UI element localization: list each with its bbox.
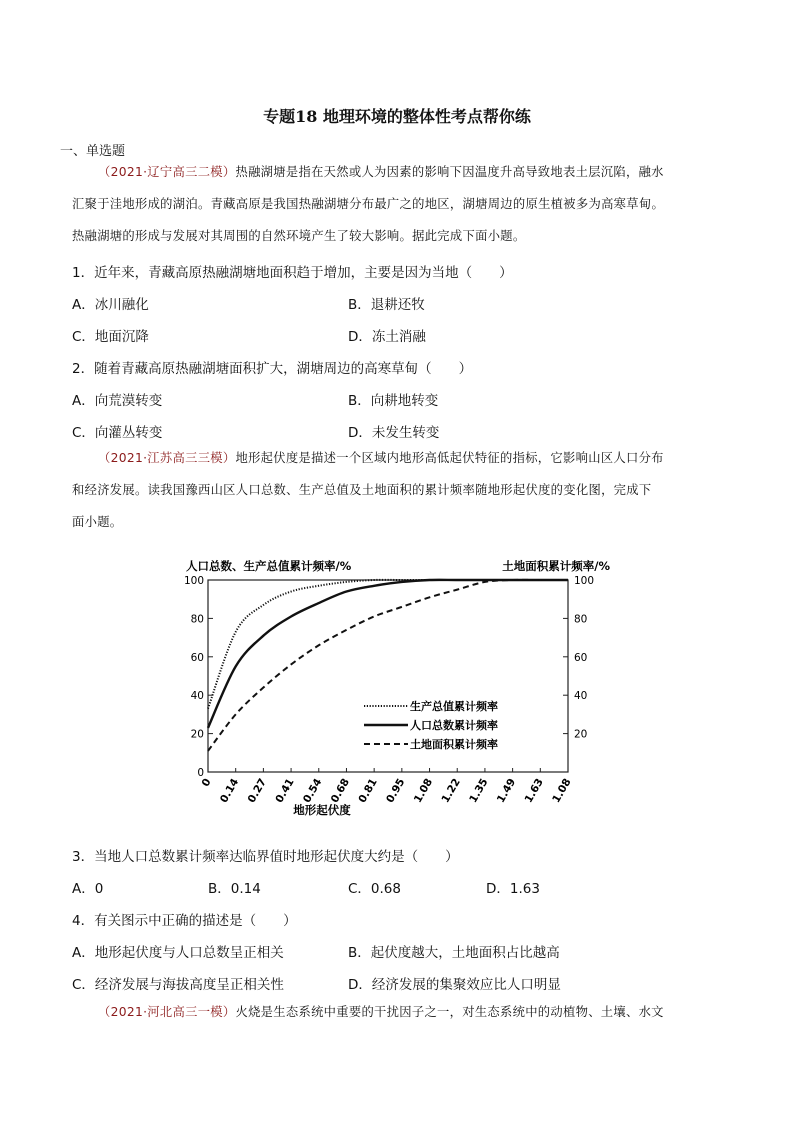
question-4-stem: 4．有关图示中正确的描述是（ ） [72,913,297,929]
y-right-tick-label: 100 [574,575,595,587]
left-axis-title: 人口总数、生产总值累计频率/% [186,559,352,573]
y-left-tick-label: 20 [190,728,204,741]
passage-3-source: （2021·河北高三一模） [98,1005,236,1019]
question-3-stem: 3．当地人口总数累计频率达临界值时地形起伏度大约是（ ） [72,849,459,865]
question-1-option-b: B．退耕还牧 [348,297,425,313]
passage-1-source: （2021·辽宁高三二模） [98,165,236,179]
legend-label-2: 人口总数累计频率 [410,719,498,732]
question-4-option-b: B．起伏度越大，土地面积占比越高 [348,945,560,961]
question-1-option-a: A．冰川融化 [72,297,149,313]
x-tick-label: 1.22 [439,776,463,805]
question-3-option-c: C．0.68 [348,881,401,897]
passage-2-line-3: 面小题。 [72,515,123,529]
series-line-2 [208,580,568,728]
x-tick-label: 0.41 [273,776,297,805]
x-tick-label: 1.08 [550,776,574,805]
page-title: 专题18 地理环境的整体性考点帮你练 [263,107,531,126]
question-2-option-b: B．向耕地转变 [348,393,439,409]
passage-1 [72,156,732,252]
x-tick-label: 1.63 [522,776,546,805]
passage-1-line-3: 热融湖塘的形成与发展对其周围的自然环境产生了较大影响。据此完成下面小题。 [72,229,526,243]
passage-3-line-1: 火烧是生态系统中重要的干扰因子之一，对生态系统中的动植物、土壤、水文 [235,1005,664,1019]
passage-2 [72,442,732,538]
passage-2-line-2: 和经济发展。读我国豫西山区人口总数、生产总值及土地面积的累计频率随地形起伏度的变化图，完成下 [72,483,652,497]
question-2-option-c: C．向灌丛转变 [72,425,163,441]
y-left-tick-label: 60 [190,651,204,664]
plot-area [184,575,594,805]
passage-1-line-1: 热融湖塘是指在天然或人为因素的影响下因温度升高导致地表土层沉陷，融水 [235,165,664,179]
question-1-stem: 1．近年来，青藏高原热融湖塘地面积趋于增加，主要是因为当地（ ） [72,265,513,281]
x-tick-label: 0.81 [356,776,380,805]
y-right-tick-label: 20 [574,728,588,741]
question-3-option-b: B．0.14 [208,881,261,897]
x-tick-label: 0.54 [301,776,325,805]
y-left-tick-label: 40 [190,690,204,703]
question-4-option-d: D．经济发展的集聚效应比人口明显 [348,977,561,993]
passage-2-line-1: 地形起伏度是描述一个区域内地形高低起伏特征的指标，它影响山区人口分布 [235,451,664,465]
y-right-tick-label: 80 [574,613,588,626]
x-tick-label: 0 [199,776,214,789]
question-3-option-d: D．1.63 [486,881,540,897]
passage-2-source: （2021·江苏高三三模） [98,451,236,465]
question-2-option-d: D．未发生转变 [348,425,440,441]
question-4-option-c: C．经济发展与海拔高度呈正相关性 [72,977,284,993]
x-tick-label: 0.14 [217,776,242,805]
legend-label-3: 土地面积累计频率 [410,738,498,751]
x-tick-label: 1.49 [494,776,519,805]
passage-1-line-2: 汇聚于洼地形成的湖泊。青藏高原是我国热融湖塘分布最广之的地区，湖塘周边的原生植被多为高寒草甸。 [72,197,665,211]
right-axis-title: 土地面积累计频率/% [502,559,610,573]
legend-label-1: 生产总值累计频率 [410,700,498,713]
y-left-tick-label: 100 [183,575,204,587]
y-left-tick-label: 80 [190,613,204,626]
question-1-option-c: C．地面沉降 [72,329,149,345]
x-tick-label: 1.08 [411,776,436,805]
y-right-tick-label: 60 [574,651,588,664]
x-tick-label: 0.27 [245,776,269,805]
section-heading: 一、单选题 [60,144,126,159]
x-tick-label: 1.35 [467,776,491,805]
x-tick-label: 0.95 [384,776,408,805]
question-4-option-a: A．地形起伏度与人口总数呈正相关 [72,945,284,961]
x-axis-title: 地形起伏度 [293,803,351,817]
question-2-option-a: A．向荒漠转变 [72,393,163,409]
x-tick-label: 0.68 [328,776,353,805]
question-3-option-a: A．0 [72,881,104,897]
cumulative-frequency-chart [170,552,630,824]
y-right-tick-label: 40 [574,690,588,703]
question-2-stem: 2．随着青藏高原热融湖塘面积扩大，湖塘周边的高寒草甸（ ） [72,361,473,377]
y-left-tick-label: 0 [197,767,204,779]
passage-3 [72,996,732,1028]
question-1-option-d: D．冻土消融 [348,329,426,345]
